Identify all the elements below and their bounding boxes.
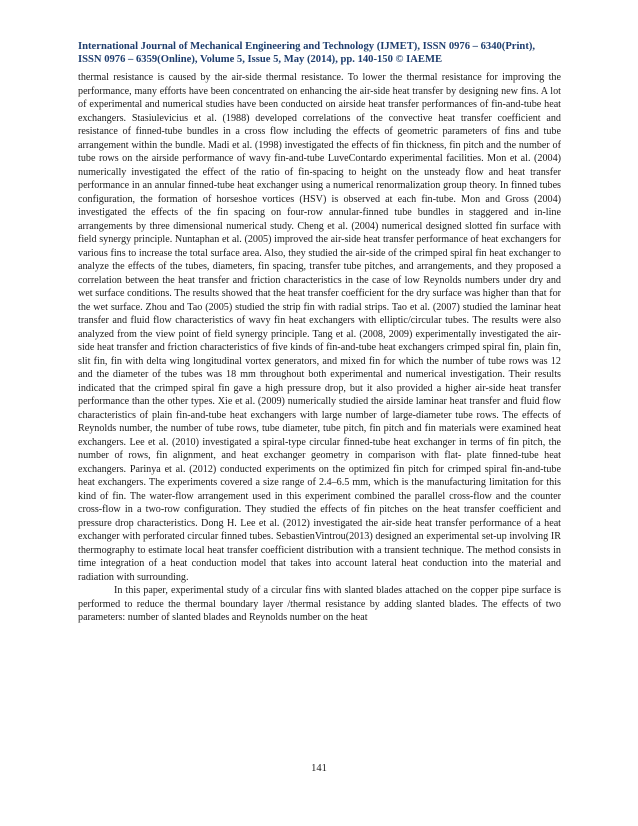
journal-header [78,40,561,66]
paragraph-1: thermal resistance is caused by the air-side thermal resistance. To lower the thermal resistance for improving the performance, many efforts have been concentrated on enhancing the air-side heat transfer by designing new fins. A lot of experimental and numerical studies have been conducted on airside heat transfer performances of fin-and-tube heat exchangers. Stasiulevicius et al. (1988) developed correlations of the convective heat transfer coefficient and resistance of finned-tube bundles in a cross flow including the effects of geometric parameters of fins and tube arrangement within the bundle. Madi et al. (1998) investigated the effects of fin thickness, fin pitch and the number of tube rows on the airside performance of wavy fin-and-tube LuveContardo experimental facilities. Mon et al. (2004) numerically investigated the effect of the ratio of fin-spacing to height on the unsteady flow and heat transfer performance in an annular finned-tube heat exchanger using a numerical renormalization group theory. In finned tubes configuration, the formation of horseshoe vortices (HSV) is observed at each fin-tube. Mon and Gross (2004) investigated the effects of the fin spacing on four-row annular-finned tube bundles in staggered and in-line arrangements by three dimensional numerical study. Cheng et al. (2004) numerical designed slotted fin surface with field synergy principle. Nuntaphan et al. (2005) improved the air-side heat transfer performance of heat exchangers for various fins to increase the total surface area. Also, they studied the air-side of the crimped spiral fin heat exchanger to analyze the effects of the tubes, diameters, fin spacing, transfer tube pitches, and arrangements, and they proposed a correlation between the heat transfer and friction characteristics in the case of low Reynolds numbers under dry and wet surface conditions. The results showed that the heat transfer coefficient for the dry surface was higher than that for the wet surface. Zhou and Tao (2005) studied the strip fin with radial strips. Tao et al. (2007) studied the laminar heat transfer and fluid flow characteristics of wavy fin heat exchangers with elliptic/circular tubes. The results were also analyzed from the view point of field synergy principle. Tang et al. (2008, 2009) experimentally investigated the air-side heat transfer and friction characteristics of five kinds of fin-and-tube heat exchangers crimped spiral fin, plain fin, slit fin, fin with delta wing longitudinal vortex generators, and mixed fin for which the number of tube rows was 12 and the diameter of the tubes was 18 mm throughout both experimental and numerical investigation. Their results indicated that the crimped spiral fin gave a high pressure drop, but it also provided a higher air-side heat transfer performance than the other types. Xie et al. (2009) numerically studied the airside laminar heat transfer and fluid flow characteristics of plain fin-and-tube heat exchangers with large number of large-diameter tube rows. The effects of Reynolds number, the number of tube rows, tube diameter, tube pitch, fin pitch and fin materials were examined heat exchangers. Lee et al. (2010) investigated a spiral-type circular finned-tube heat exchanger in terms of fin pitch, the number of rows, fin alignment, and heat exchanger geometry in comparison with flat- plate finned-tube heat exchangers. Parinya et al. (2012) conducted experiments on the optimized fin pitch for crimped spiral fin-and-tube heat exchangers. The experiments covered a size range of 2.4–6.5 mm, which is the manufacturing limitation for this kind of fin. The water-flow arrangement used in this experiment combined the parallel cross-flow and the counter cross-flow in a two-row configuration. They studied the effects of fin pitches on the heat transfer coefficient and pressure drop characteristics. Dong H. Lee et al. (2012) investigated the air-side heat transfer performance of a heat exchanger with perforated circular finned tubes. SebastienVintrou(2013) designed an experimental set-up involving IR thermography to estimate local heat transfer coefficient distribution with a transient technique. The method consists in time integration of a heat conduction model that takes into account lateral heat conduction into the material and radiation with surrounding. [78,72,561,583]
paragraph-2: In this paper, experimental study of a circular fins with slanted blades attached on the copper pipe surface is performed to reduce the thermal boundary layer /thermal resistance by adding slanted blades. The effects of two parameters: number of slanted blades and Reynolds number on the heat [78,585,561,623]
journal-header-line-1: International Journal of Mechanical Engineering and Technology (IJMET), ISSN 0976 – 6340(Print), [78,41,536,52]
body-text [78,71,561,625]
page-number: 141 [311,763,327,774]
journal-header-line-2: ISSN 0976 – 6359(Online), Volume 5, Issue 5, May (2014), pp. 140-150 © IAEME [78,54,443,65]
page [78,40,561,625]
